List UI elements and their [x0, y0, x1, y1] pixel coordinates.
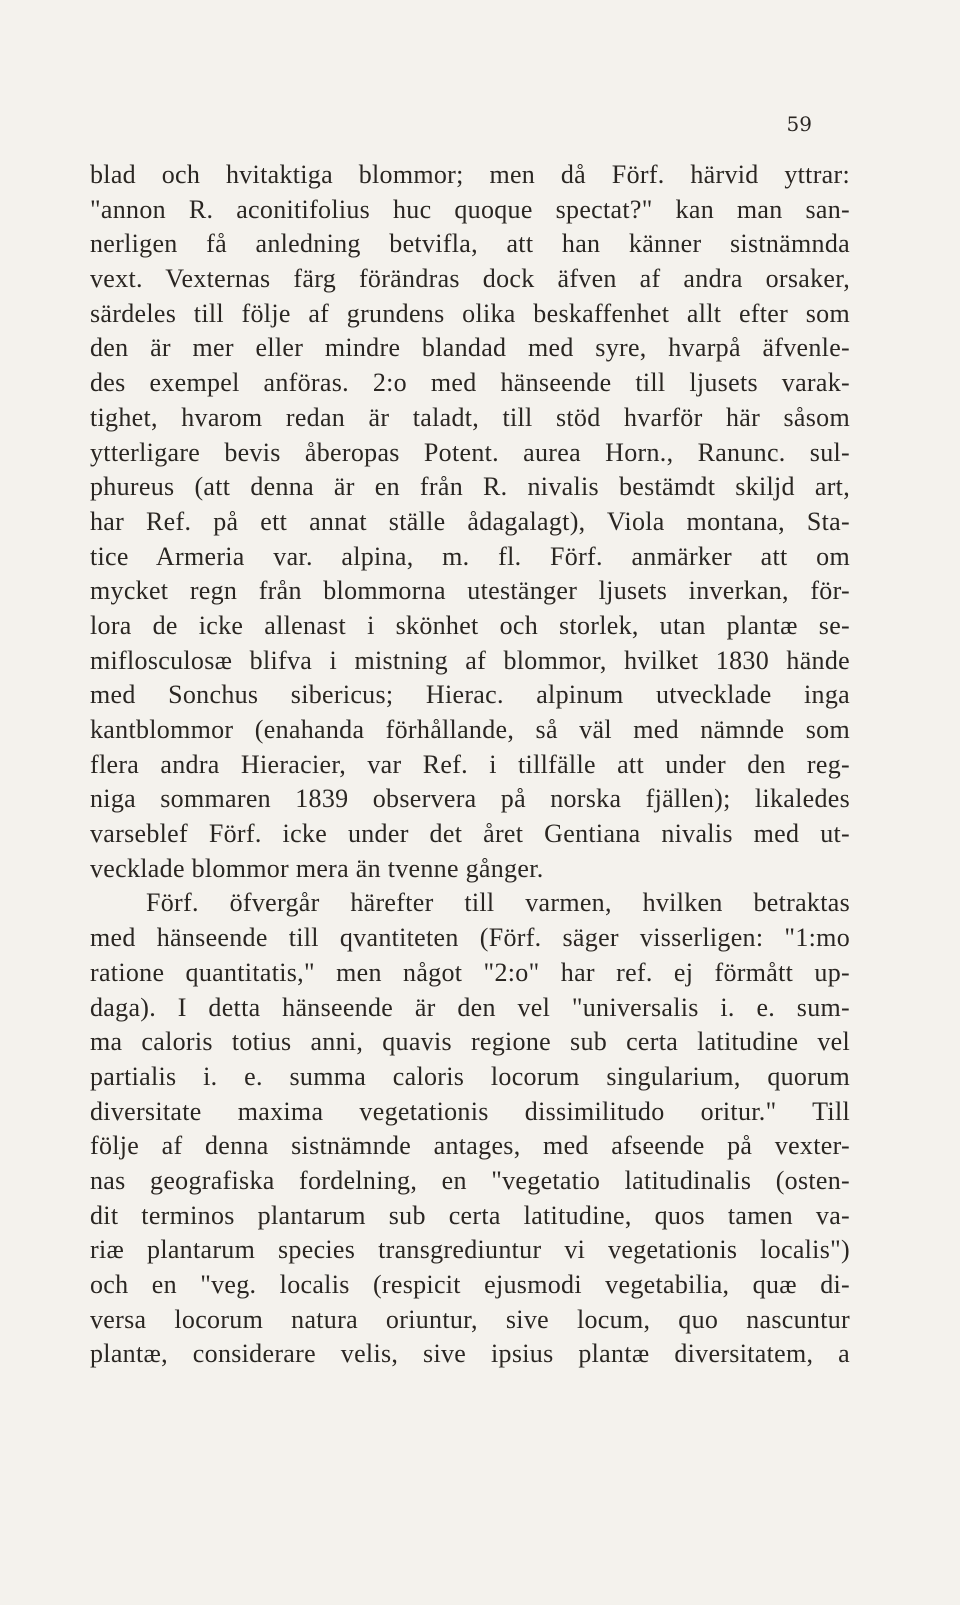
text-line: nas geografiska fordelning, en "vegetatio latitudinalis (osten-: [90, 1165, 850, 1195]
text-line: följe af denna sistnämnde antages, med afseende på vexter-: [90, 1131, 850, 1161]
text-line: ma caloris totius anni, quavis regione sub certa latitudine vel: [90, 1027, 850, 1057]
page-number: 59: [786, 112, 812, 136]
text-line: phureus (att denna är en från R. nivalis bestämdt skiljd art,: [90, 472, 850, 502]
text-line: versa locorum natura oriuntur, sive locum, quo nascuntur: [90, 1304, 850, 1334]
text-line: vecklade blommor mera än tvenne gånger.: [90, 853, 544, 883]
text-line: och en "veg. localis (respicit ejusmodi vegetabilia, quæ di-: [90, 1270, 850, 1299]
text-line: varseblef Förf. icke under det året Gentiana nivalis med ut-: [90, 819, 850, 849]
text-line: dit terminos plantarum sub certa latitudine, quos tamen va-: [90, 1200, 850, 1230]
text-line: lora de icke allenast i skönhet och storlek, utan plantæ se-: [90, 610, 850, 640]
text-line: med Sonchus sibericus; Hierac. alpinum utvecklade inga: [90, 680, 850, 710]
text-line: plantæ, considerare velis, sive ipsius plantæ diversitatem, a: [90, 1339, 850, 1369]
text-line: daga). I detta hänseende är den vel "universalis i. e. sum-: [90, 992, 850, 1022]
text-line: ratione quantitatis," men något "2:o" har ref. ej förmått up-: [90, 957, 850, 987]
text-line: des exempel anföras. 2:o med hänseende till ljusets varak-: [90, 368, 850, 398]
text-line: särdeles till följe af grundens olika beskaffenhet allt efter som: [90, 298, 850, 328]
text-line: tighet, hvarom redan är taladt, till stöd hvarför här såsom: [90, 402, 850, 432]
text-line: flera andra Hieracier, var Ref. i tillfälle att under den reg-: [90, 749, 850, 779]
text-line: ytterligare bevis åberopas Potent. aurea Horn., Ranunc. sul-: [90, 437, 850, 467]
text-line: partialis i. e. summa caloris locorum singularium, quorum: [90, 1061, 850, 1091]
text-line: diversitate maxima vegetationis dissimilitudo oritur." Till: [90, 1096, 850, 1126]
text-line: den är mer eller mindre blandad med syre, hvarpå äfvenle-: [90, 333, 850, 363]
text-line: blad och hvitaktiga blommor; men då Förf. härvid yttrar:: [90, 160, 850, 189]
text-line: Förf. öfvergår härefter till varmen, hvilken betraktas: [146, 888, 850, 918]
text-line: med hänseende till qvantiteten (Förf. säger visserligen: "1:mo: [90, 923, 850, 953]
text-line: nerligen få anledning betvifla, att han känner sistnämnda: [90, 229, 850, 259]
text-line: kantblommor (enahanda förhållande, så väl med nämnde som: [90, 715, 850, 744]
text-line: har Ref. på ett annat ställe ådagalagt), Viola montana, Sta-: [90, 506, 850, 536]
body-text: [90, 158, 850, 1372]
text-line: niga sommaren 1839 observera på norska fjällen); likaledes: [90, 784, 850, 814]
text-line: miflosculosæ blifva i mistning af blommor, hvilket 1830 hände: [90, 645, 850, 675]
text-line: "annon R. aconitifolius huc quoque spectat?" kan man san-: [90, 194, 850, 224]
text-line: riæ plantarum species transgrediuntur vi vegetationis localis"): [90, 1235, 850, 1265]
text-line: tice Armeria var. alpina, m. fl. Förf. anmärker att om: [90, 541, 850, 571]
text-line: vext. Vexternas färg förändras dock äfven af andra orsaker,: [90, 264, 850, 294]
text-line: mycket regn från blommorna utestänger ljusets inverkan, för-: [90, 576, 850, 606]
